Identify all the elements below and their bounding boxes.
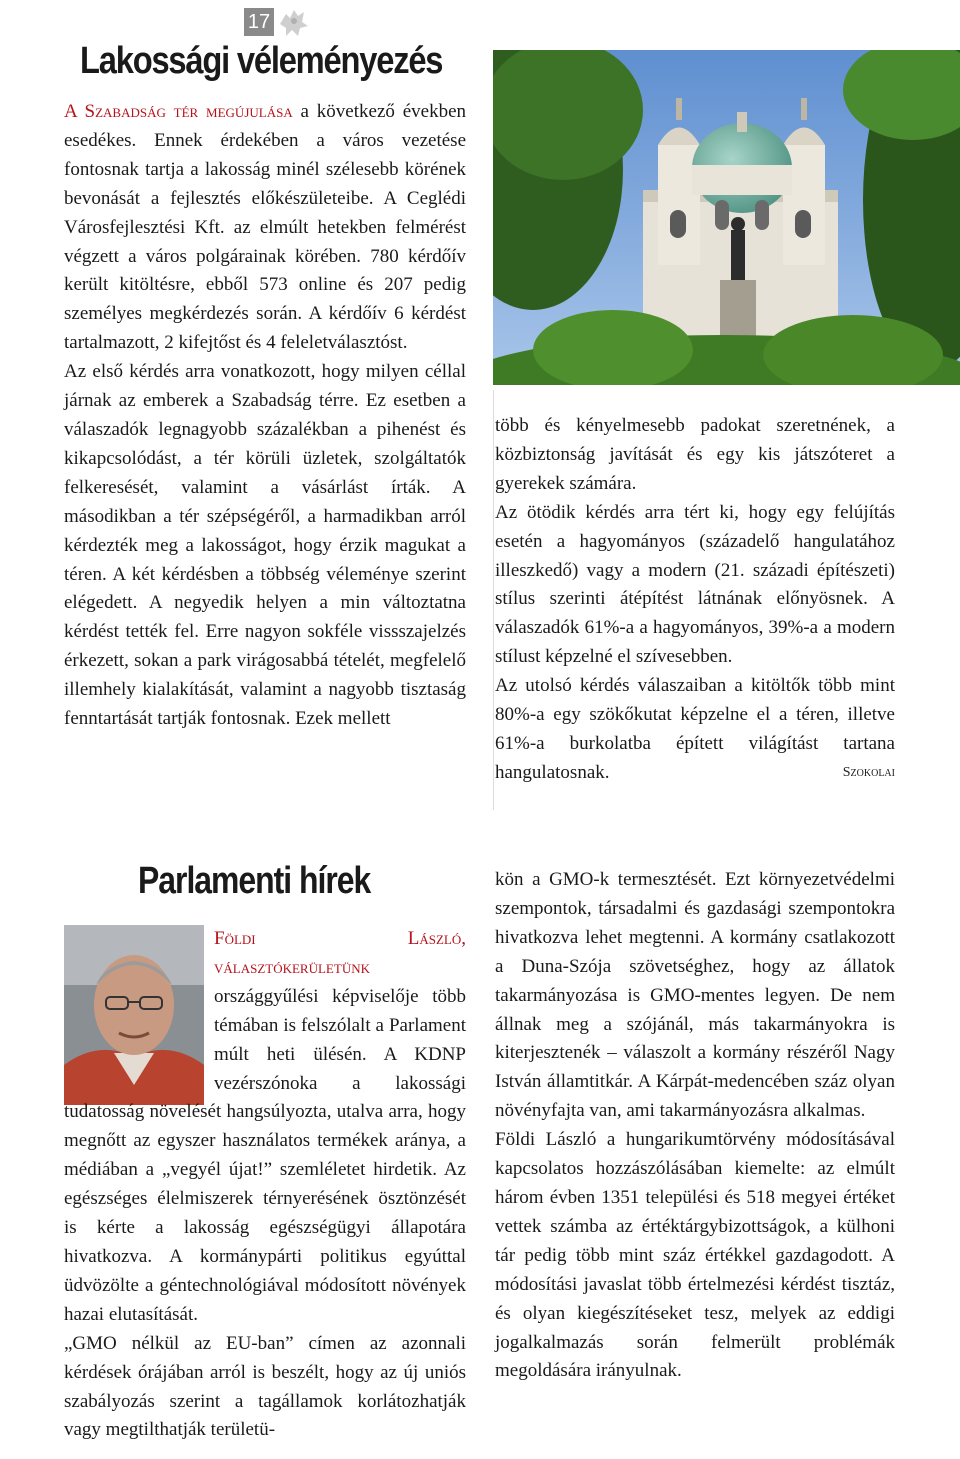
article1-lead: A Szabadság tér megújulása [64,101,293,122]
article1-paragraph-3: több és kényelmesebb padokat szeretnének, a közbiztonság javítását és egy kis játszóteret a gyerekek számára. [495,415,895,494]
article2-paragraph-1: Földi László, választókerületünk országgyűlési képviselője több témában is felszólalt a Parlament múlt heti ülésén. A KDNP vezérszónoka a lakossági tudatosság növelését hangsúlyozta, utalva arra, hogy megnőtt az egyszer használatos termékek aránya, a médiában a „vegyél újat!” szemléletet hirdetik. Az egészséges élelmiszerek térnyerésének ösztönzését is kérte a lakosság egészségügyi állapotára hivatkozva. A kormánypárti politikus egyúttal üdvözölte a géntechnológiával módosított növények hazai elutasítását. [64,928,466,1325]
article1-left-column [64,98,466,734]
page-number: 17 [244,8,274,36]
article1-paragraph-1: A Szabadság tér megújulása a következő években esedékes. Ennek érdekében a város vezetése fontosnak tartja a lakosság minél szélesebb körének bevonását a fejlesztés előkészületeibe. A Ceglédi Városfejlesztési Kft. az elmúlt hetekben felmérést végzett a város polgárainak körében. 780 kérdőív került kitöltésre, ebből 573 online és 207 pedig személyes megkérdezés során. A kérdőív 6 kérdést tartalmazott, 2 kifejtőst és 4 feleletválasztóst. [64,101,466,354]
article1-paragraph-5: Az utolsó kérdés válaszaiban a kitöltők több mint 80%-a egy szökőkutat képzelne el a téren, illetve 61%-a burkolatba épített világítást tartana hangulatosnak. [495,675,895,783]
column-divider [493,390,494,810]
article2-paragraph-2: „GMO nélkül az EU-ban” címen az azonnali kérdések órájában arról is beszélt, hogy az új uniós szabályozás szerint a tagállamok korlátozhatják vagy megtilthatják területü- [64,1332,466,1441]
cegled-coat-of-arms-icon [276,6,312,38]
article2-paragraph-4: Földi László a hungarikumtörvény módosításával kapcsolatos hozzászólásában kiemelte: az elmúlt három évben 1351 települési és 518 megyei értéket vettek számba az értéktárgybizottságok, a külhoni tár pedig több mint száz értékkel gazdagodott. A módosítási javaslat több értelmezési kérdést tisztáz, és olyan kiegészítéseket tesz, melyek az eddigi jogalkalmazás során felmerült problémák megoldására irányulnak. [495,1129,895,1382]
article2-left-column [64,925,466,1445]
article1-author: Szokolai [842,764,895,780]
article1-paragraph-2: Az első kérdés arra vonatkozott, hogy milyen céllal járnak az emberek a Szabadság térre. Ez esetben a válaszadók legnagyobb százalékban a pihenést és kikapcsolódást, a tér körüli üzletek, szolgáltatók felkeresését, valamint a vásárlást írták. A másodikban a tér szépségéről, a harmadikban arról kérdezték meg a lakosságot, hogy érzik magukat a téren. A két kérdésben a többség véleménye szerint elégedett. A negyedik helyen a min változtatna kérdést tették fel. Erre nagyon sokféle vissszajelzés érkezett, sokan a park virágosabbá tételét, megfelelő illemhely kialakítását, valamint a nagyobb tisztaság fenntartását tartják fontosnak. Ezek mellett [64,361,466,730]
article1-right-column [495,412,895,788]
section-title: Parlamenti hírek [138,860,371,902]
article2-lead: Földi László, választókerületünk [214,928,466,978]
article-title: Lakossági véleményezés [80,40,443,82]
article2-right-column [495,866,895,1386]
article2-paragraph-3: kön a GMO-k termesztését. Ezt környezetvédelmi szempontok, társadalmi és gazdasági szempontokra hivatkozva lehet megtenni. A kormány csatlakozott a Duna-Szója szövetséghez, hogy az állatok takarmányozása is GMO-mentes legyen. De nem állnak meg a szójánál, más takarmányokra is kiterjesztenék – válaszolt a kormány részéről Nagy István államtitkár. A Kárpát-medencében száz olyan növényfajta van, ami takarmányozásra alkalmas. [495,869,895,1122]
church-photo [493,50,960,385]
article1-paragraph-4: Az ötödik kérdés arra tért ki, hogy egy felújítás esetén a hagyományos (századelő hangulatához illeszkedő) vagy a modern (21. századi építészeti) stílus szerinti átépítést látnának előnyösnek. A válaszadók 61%-a a hagyományos, 39%-a a modern stílust képzelné el szívesebben. [495,501,895,668]
